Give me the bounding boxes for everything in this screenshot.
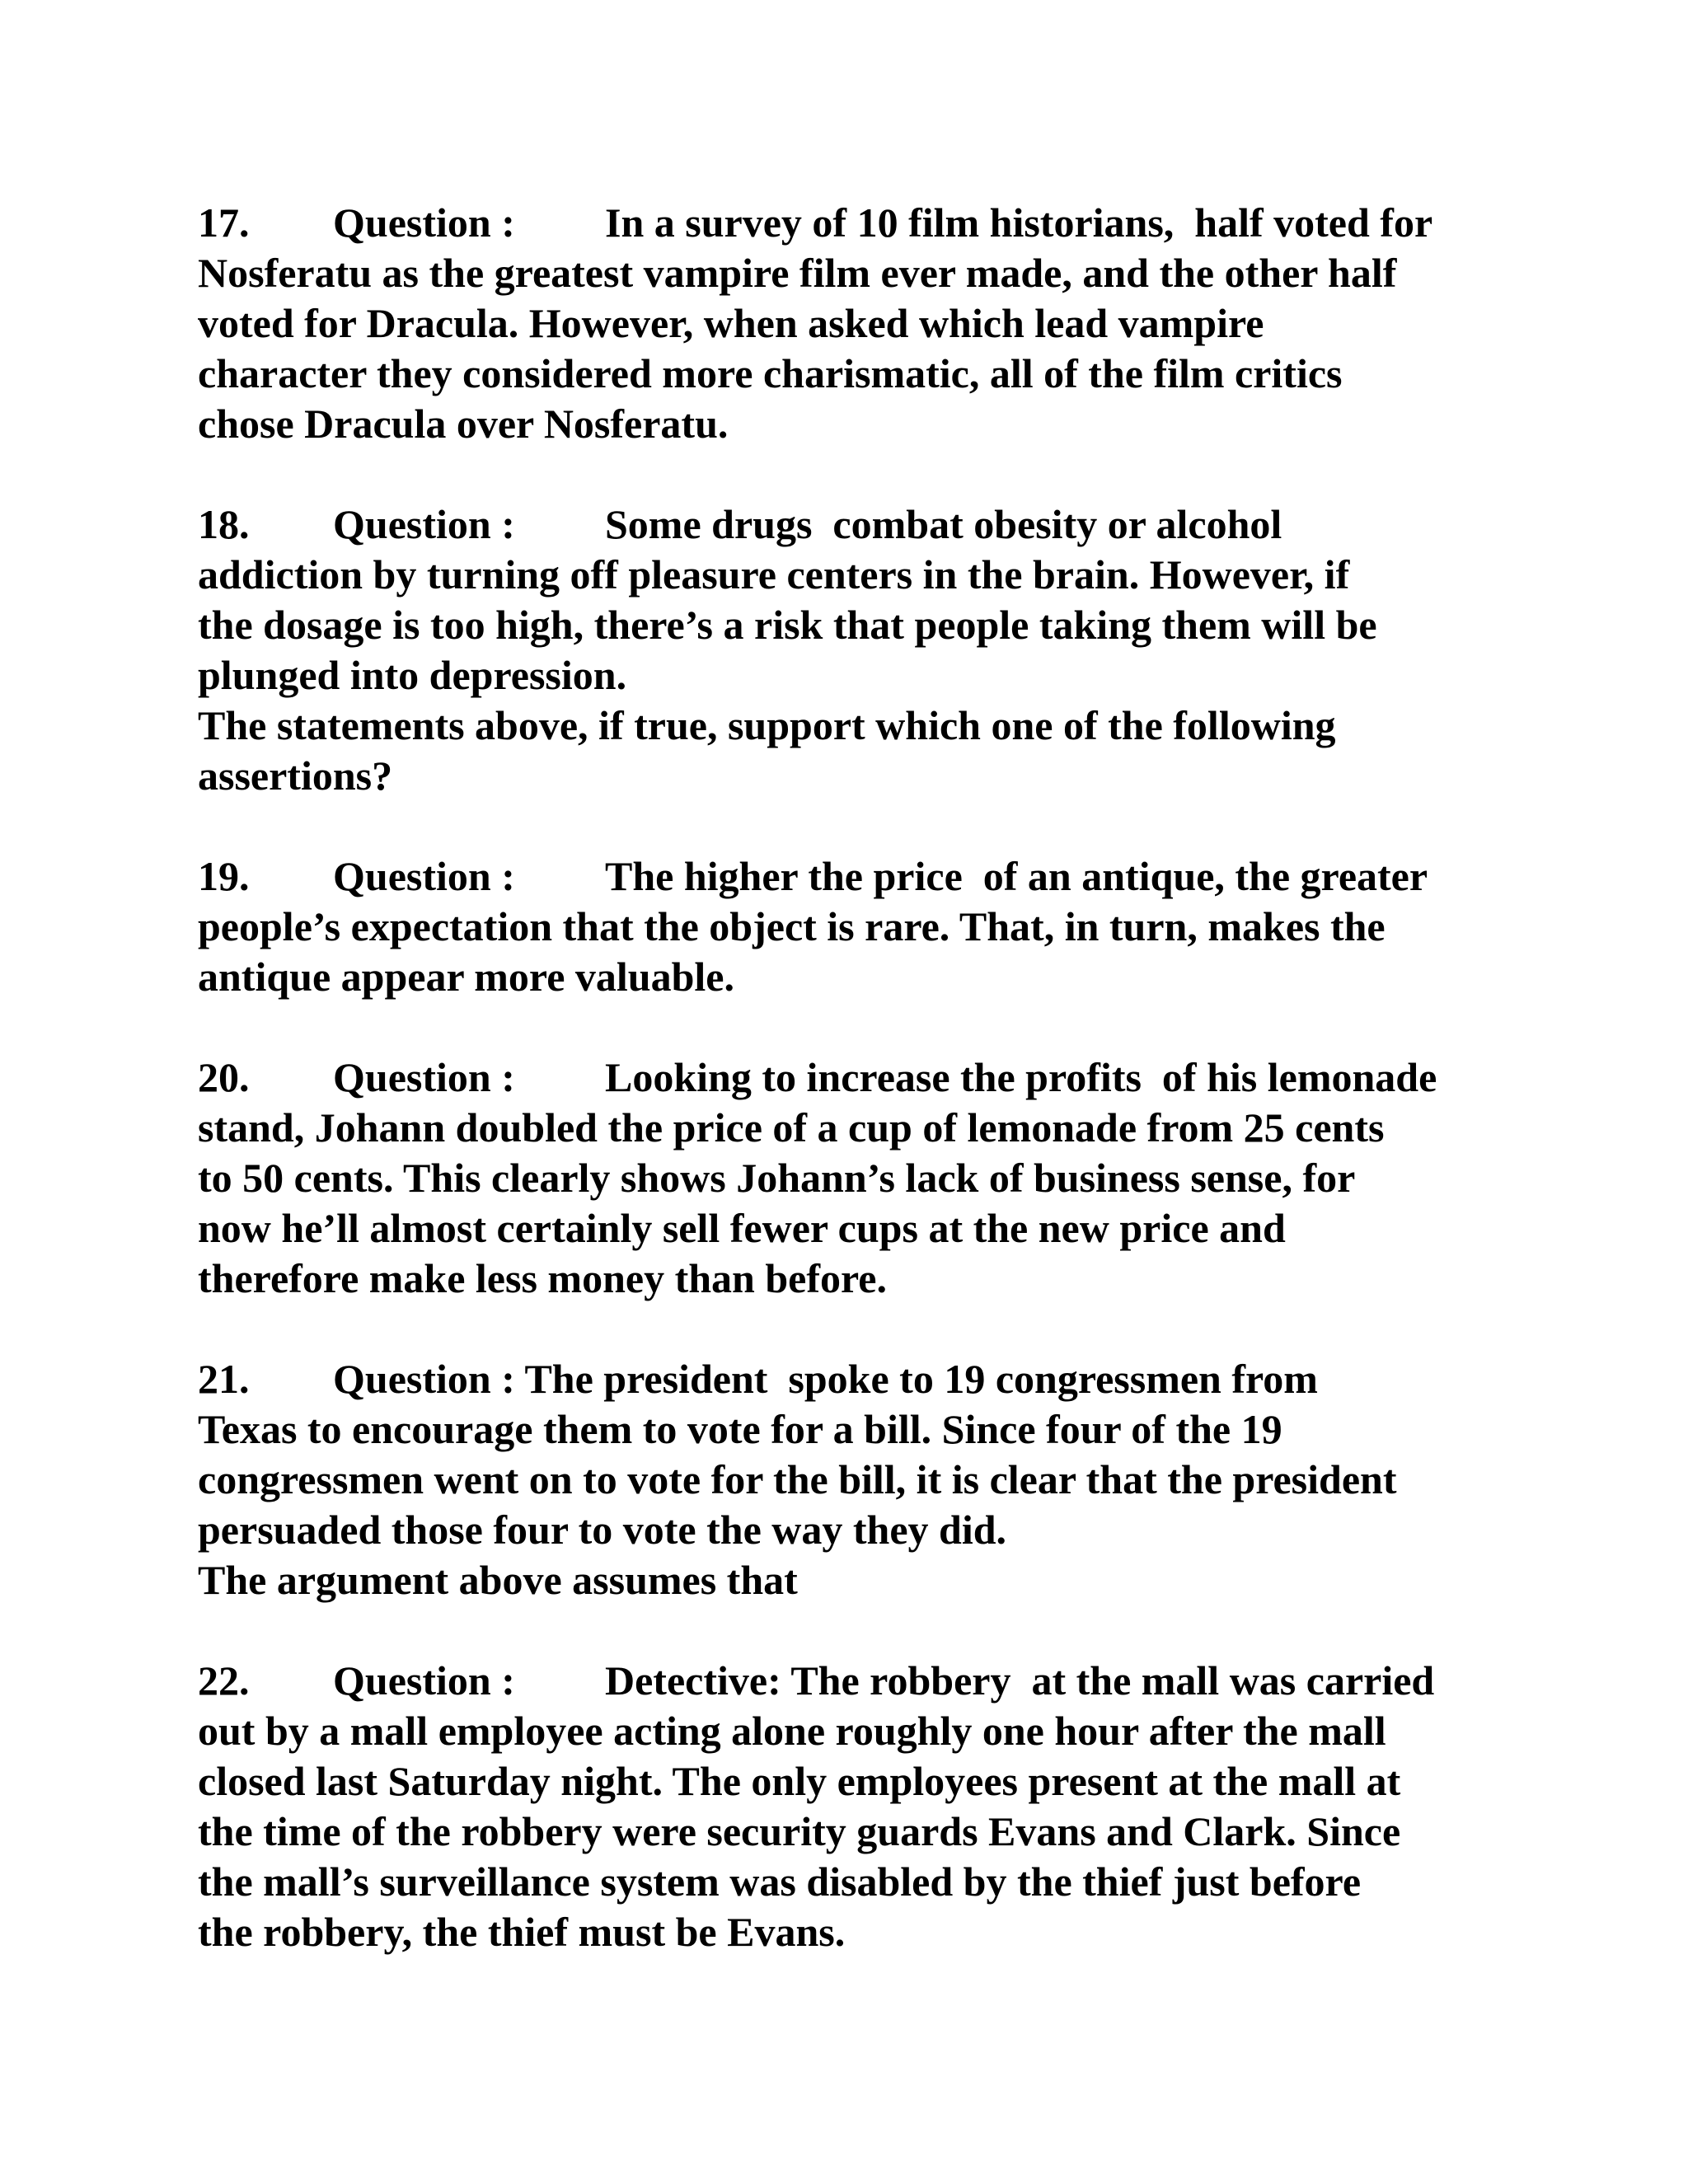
question-text-line: The statements above, if true, support which one of the following <box>198 702 1336 748</box>
question-block <box>198 1052 1484 1304</box>
question-text: Some drugs combat obesity or alcohol <box>605 501 1282 547</box>
question-text-line: chose Dracula over Nosferatu. <box>198 401 729 447</box>
question-text-line: to 50 cents. This clearly shows Johann’s lack of business sense, for <box>198 1155 1356 1201</box>
question-text-line: out by a mall employee acting alone roughly one hour after the mall <box>198 1708 1386 1754</box>
question-text-line: antique appear more valuable. <box>198 954 734 1000</box>
question-text: In a survey of 10 film historians, half voted for <box>605 199 1433 246</box>
question-text-line <box>198 851 1484 902</box>
question-text-line: The argument above assumes that <box>198 1557 798 1603</box>
question-label: Question : <box>333 853 515 899</box>
question-text-line: persuaded those four to vote the way they did. <box>198 1507 1007 1553</box>
question-text-line: character they considered more charismatic, all of the film critics <box>198 350 1343 396</box>
question-text-line: closed last Saturday night. The only employees present at the mall at <box>198 1758 1401 1804</box>
question-number: 20. <box>198 1054 250 1100</box>
question-text-line: the time of the robbery were security guards Evans and Clark. Since <box>198 1808 1401 1854</box>
document-page <box>198 198 1484 2008</box>
question-block <box>198 1656 1484 1957</box>
question-text-line: people’s expectation that the object is rare. That, in turn, makes the <box>198 903 1386 949</box>
question-text: The president spoke to 19 congressmen from <box>514 1356 1318 1402</box>
question-text-line: voted for Dracula. However, when asked which lead vampire <box>198 300 1264 346</box>
question-number: 21. <box>198 1356 250 1402</box>
question-text-line <box>198 198 1484 248</box>
question-text-line: the dosage is too high, there’s a risk that people taking them will be <box>198 602 1377 648</box>
question-text-line: assertions? <box>198 752 393 799</box>
question-label: Question : <box>333 501 515 547</box>
question-label: Question : <box>333 1657 515 1704</box>
question-text-line <box>198 1354 1484 1404</box>
question-number: 17. <box>198 199 250 246</box>
question-label: Question : <box>333 1356 515 1402</box>
question-label: Question : <box>333 1054 515 1100</box>
question-block <box>198 198 1484 449</box>
question-text-line: plunged into depression. <box>198 652 627 698</box>
question-text: Detective: The robbery at the mall was carried <box>605 1657 1435 1704</box>
question-text-line: Nosferatu as the greatest vampire film ever made, and the other half <box>198 250 1397 296</box>
question-block <box>198 499 1484 801</box>
question-text: Looking to increase the profits of his lemonade <box>605 1054 1437 1100</box>
question-text-line <box>198 499 1484 550</box>
question-text: The higher the price of an antique, the greater <box>605 853 1428 899</box>
question-number: 22. <box>198 1657 250 1704</box>
question-text-line: therefore make less money than before. <box>198 1255 887 1301</box>
question-text-line: stand, Johann doubled the price of a cup of lemonade from 25 cents <box>198 1104 1385 1151</box>
question-text-line <box>198 1052 1484 1103</box>
question-label: Question : <box>333 199 515 246</box>
question-text-line: the robbery, the thief must be Evans. <box>198 1909 846 1955</box>
question-block <box>198 1354 1484 1605</box>
question-text-line: now he’ll almost certainly sell fewer cups at the new price and <box>198 1205 1286 1251</box>
question-block <box>198 851 1484 1002</box>
question-number: 18. <box>198 501 250 547</box>
question-text-line: the mall’s surveillance system was disabled by the thief just before <box>198 1858 1362 1905</box>
question-text-line <box>198 1656 1484 1706</box>
question-text-line: addiction by turning off pleasure centers in the brain. However, if <box>198 551 1350 598</box>
question-text-line: Texas to encourage them to vote for a bill. Since four of the 19 <box>198 1406 1282 1452</box>
question-number: 19. <box>198 853 250 899</box>
question-text-line: congressmen went on to vote for the bill, it is clear that the president <box>198 1456 1397 1502</box>
